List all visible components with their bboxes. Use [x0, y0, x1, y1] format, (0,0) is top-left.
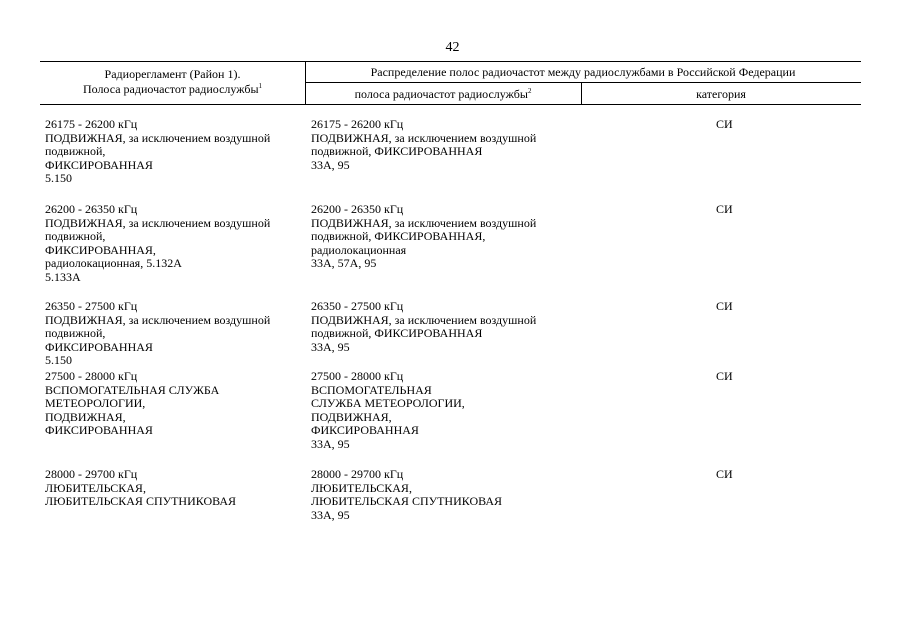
header-left-line1: Радиорегламент (Район 1).	[104, 67, 241, 81]
row-5-left: 28000 - 29700 кГц ЛЮБИТЕЛЬСКАЯ, ЛЮБИТЕЛЬСКАЯ СПУТНИКОВАЯ	[45, 467, 237, 509]
row-3-left: 26350 - 27500 кГц ПОДВИЖНАЯ, за исключением воздушной подвижной, ФИКСИРОВАННАЯ 5.150	[45, 299, 271, 368]
row-1-left: 26175 - 26200 кГц ПОДВИЖНАЯ, за исключением воздушной подвижной, ФИКСИРОВАННАЯ 5.150	[45, 117, 271, 186]
row-2-left: 26200 - 26350 кГц ПОДВИЖНАЯ, за исключением воздушной подвижной, ФИКСИРОВАННАЯ, радиолокационная, 5.132А 5.133А	[45, 202, 271, 284]
page-number: 42	[445, 40, 460, 55]
table-top-rule	[40, 61, 861, 62]
row-3-category: СИ	[716, 299, 733, 313]
header-left-line2: Полоса радиочастот радиослужбы$^1$	[82, 82, 263, 96]
footnote-marker-1: 1	[258, 82, 263, 90]
row-1-category: СИ	[716, 117, 733, 131]
row-2-right: 26200 - 26350 кГц ПОДВИЖНАЯ, за исключением воздушной подвижной, ФИКСИРОВАННАЯ, радиолокационная 33А, 57А, 95	[311, 202, 537, 271]
header-bottom-rule	[40, 104, 861, 105]
header-right-top: Распределение полос радиочастот между радиослужбами в Российской Федерации	[370, 65, 796, 79]
row-4-left: 27500 - 28000 кГц ВСПОМОГАТЕЛЬНАЯ СЛУЖБА МЕТЕОРОЛОГИИ, ПОДВИЖНАЯ, ФИКСИРОВАННАЯ	[45, 369, 220, 438]
row-5-right: 28000 - 29700 кГц ЛЮБИТЕЛЬСКАЯ, ЛЮБИТЕЛЬСКАЯ СПУТНИКОВАЯ 33А, 95	[311, 467, 503, 522]
row-1-right: 26175 - 26200 кГц ПОДВИЖНАЯ, за исключением воздушной подвижной, ФИКСИРОВАННАЯ 33А, 95	[311, 117, 537, 172]
row-4-right: 27500 - 28000 кГц ВСПОМОГАТЕЛЬНАЯ СЛУЖБА МЕТЕОРОЛОГИИ, ПОДВИЖНАЯ, ФИКСИРОВАННАЯ 33А, 95	[311, 369, 465, 451]
row-2-category: СИ	[716, 202, 733, 216]
header-band: полоса радиочастот радиослужбы$^2$	[354, 87, 532, 101]
footnote-marker-2: 2	[527, 87, 532, 95]
row-3-right: 26350 - 27500 кГц ПОДВИЖНАЯ, за исключением воздушной подвижной, ФИКСИРОВАННАЯ 33А, 95	[311, 299, 537, 354]
row-4-category: СИ	[716, 369, 733, 383]
header-mid-rule	[305, 82, 861, 83]
header-left-cell	[40, 67, 305, 97]
row-5-category: СИ	[716, 467, 733, 481]
header-category: категория	[696, 87, 746, 101]
